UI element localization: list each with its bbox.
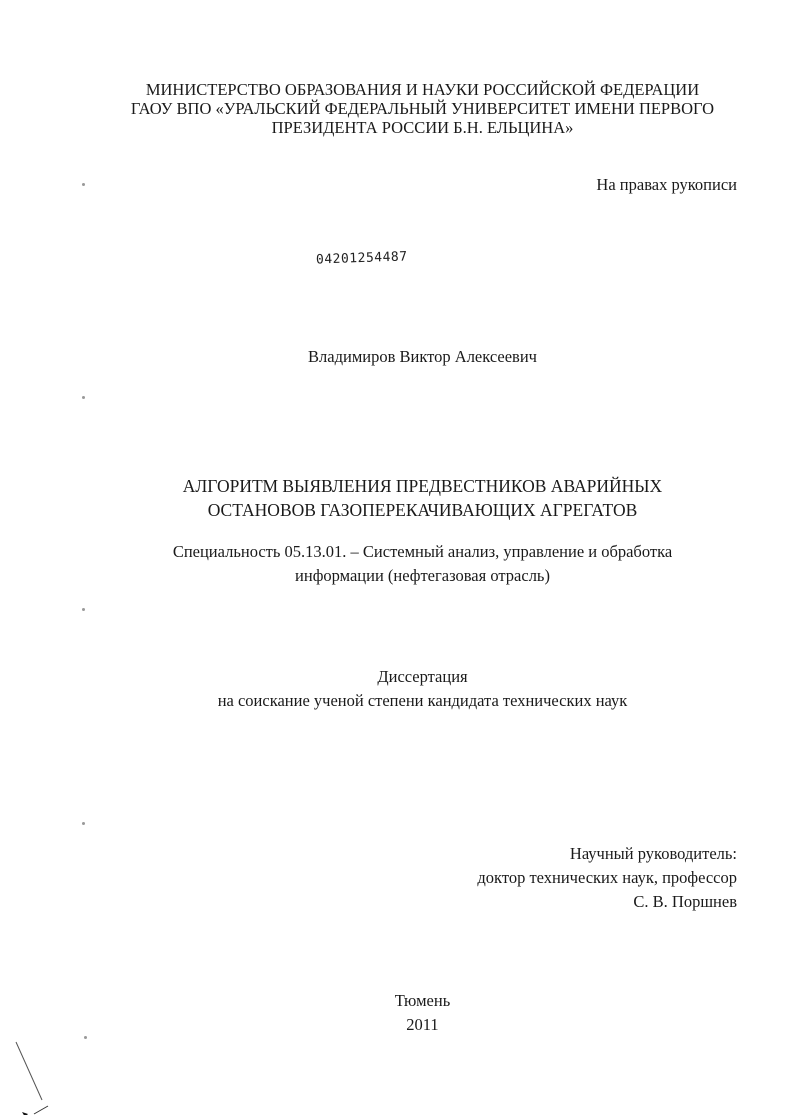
supervisor-line: Научный руководитель:: [569, 844, 737, 863]
specialty: [0, 540, 793, 588]
place-year: [0, 989, 793, 1037]
header-line: ПРЕЗИДЕНТА РОССИИ Б.Н. ЕЛЬЦИНА»: [271, 118, 574, 137]
scan-edge-mark: [0, 1030, 60, 1115]
scan-speck: [82, 822, 85, 825]
supervisor-line: доктор технических наук, профессор: [477, 868, 737, 887]
specialty-line: информации (нефтегазовая отрасль): [295, 566, 550, 585]
manuscript-rights-note: На правах рукописи: [596, 175, 737, 194]
degree-info: [0, 665, 793, 713]
supervisor-line: С. В. Поршнев: [633, 892, 737, 911]
author-name: Владимиров Виктор Алексеевич: [308, 347, 537, 366]
scan-speck: [82, 396, 85, 399]
title-line: АЛГОРИТМ ВЫЯВЛЕНИЯ ПРЕДВЕСТНИКОВ АВАРИЙНЫХ: [182, 476, 663, 496]
title-line: ОСТАНОВОВ ГАЗОПЕРЕКАЧИВАЮЩИХ АГРЕГАТОВ: [207, 500, 638, 520]
stamp-number: 04201254487: [315, 249, 408, 268]
dissertation-title: [0, 474, 793, 522]
ministry-header: [0, 80, 793, 137]
year: 2011: [406, 1015, 439, 1034]
city: Тюмень: [394, 991, 451, 1010]
scan-speck: [82, 183, 85, 186]
specialty-line: Специальность 05.13.01. – Системный анализ, управление и обработка: [172, 542, 673, 561]
degree-line: на соискание ученой степени кандидата технических наук: [217, 691, 628, 710]
scan-speck: [82, 608, 85, 611]
degree-line: Диссертация: [377, 667, 468, 686]
supervisor-block: [477, 842, 737, 914]
scan-speck: [84, 1036, 87, 1039]
header-line: МИНИСТЕРСТВО ОБРАЗОВАНИЯ И НАУКИ РОССИЙСКОЙ ФЕДЕРАЦИИ: [145, 80, 700, 99]
header-line: ГАОУ ВПО «УРАЛЬСКИЙ ФЕДЕРАЛЬНЫЙ УНИВЕРСИТЕТ ИМЕНИ ПЕРВОГО: [130, 99, 715, 118]
